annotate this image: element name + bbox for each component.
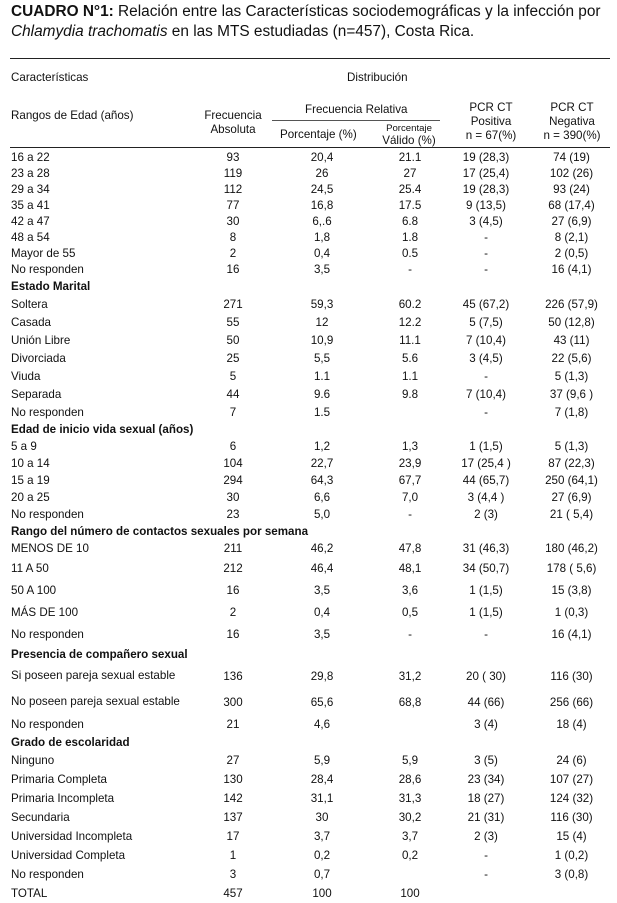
cell-label: No responden xyxy=(11,627,84,641)
cell-pct: 0,7 xyxy=(313,868,331,881)
cell-neg: 1 (0,3) xyxy=(554,605,589,619)
cell-valid: 23,9 xyxy=(398,457,422,470)
cell-neg: 2 (0,5) xyxy=(554,246,589,260)
cell-neg: 250 (64,1) xyxy=(545,474,598,487)
cell-pos xyxy=(446,884,526,903)
cell-label: MÁS DE 100 xyxy=(11,605,79,619)
cell-abs: 55 xyxy=(226,315,240,329)
cell-pos: - xyxy=(484,262,488,276)
table-row xyxy=(0,197,617,213)
cell-valid: 11.1 xyxy=(399,333,421,347)
cell-neg: 124 (32) xyxy=(549,792,594,805)
table-row xyxy=(0,245,617,261)
cell-valid: 30,2 xyxy=(398,811,422,824)
cell-neg: 15 (4) xyxy=(556,830,587,843)
cell-pct: 1.5 xyxy=(313,405,331,419)
cell-valid: 48,1 xyxy=(398,561,422,575)
cell-abs: 211 xyxy=(223,542,243,555)
cell-neg: 102 (26) xyxy=(549,166,594,180)
cell-pos: 2 (3) xyxy=(474,830,498,843)
cell-neg: 27 (6,9) xyxy=(551,491,592,504)
cell-label: 48 a 54 xyxy=(11,230,50,244)
cell-valid: 21.1 xyxy=(398,150,422,164)
cell-pct: 4,6 xyxy=(313,717,331,731)
cell-abs: 2 xyxy=(229,246,237,260)
table-row xyxy=(0,506,617,523)
cell-valid: - xyxy=(408,262,412,276)
cell-abs: 27 xyxy=(226,754,240,767)
header-pcr-pos-3: n = 67(%) xyxy=(465,129,517,142)
cell-label: 20 a 25 xyxy=(11,491,50,504)
cell-valid: 17.5 xyxy=(398,198,422,212)
cell-neg: 21 ( 5,4) xyxy=(549,508,594,521)
cell-pos: 1 (1,5) xyxy=(469,583,503,597)
cell-valid: 27 xyxy=(403,166,417,180)
caption-organism: Chlamydia trachomatis xyxy=(11,23,168,40)
table-row xyxy=(0,789,617,808)
header-porcentaje: Porcentaje (%) xyxy=(280,128,357,141)
table-body-wrap xyxy=(0,149,617,900)
cell-pos: 20 ( 30) xyxy=(466,669,506,683)
cell-neg: 256 (66) xyxy=(549,695,594,709)
cell-valid: 9.8 xyxy=(401,387,419,401)
cell-pct: 65,6 xyxy=(310,695,334,709)
cell-valid: 0,2 xyxy=(401,849,419,862)
cell-pct: 22,7 xyxy=(310,457,334,470)
caption-text: Relación entre las Características sociodemográficas y la infección por xyxy=(113,3,601,20)
header-distribucion: Distribución xyxy=(347,71,408,84)
top-rule xyxy=(10,58,610,59)
cell-label: 15 a 19 xyxy=(11,474,50,487)
cell-abs: 137 xyxy=(223,811,243,824)
table-row xyxy=(0,827,617,846)
cell-label: Si poseen pareja sexual estable xyxy=(11,669,176,682)
cell-label: No responden xyxy=(11,262,84,276)
cell-label: 16 a 22 xyxy=(11,150,50,164)
cell-label: 23 a 28 xyxy=(11,166,50,180)
cell-valid: 3,7 xyxy=(401,830,419,843)
table-row xyxy=(0,331,617,349)
cell-neg: 16 (4,1) xyxy=(551,262,592,276)
cell-pct: 1,2 xyxy=(313,440,331,453)
table-row xyxy=(0,181,617,197)
cell-neg: 22 (5,6) xyxy=(551,351,592,365)
cell-pct: 16,8 xyxy=(310,198,334,212)
cell-label: Casada xyxy=(11,315,51,329)
cell-pct: 46,2 xyxy=(310,542,334,555)
subheader-rule xyxy=(272,120,440,121)
header-porcentaje-valido-2: Válido (%) xyxy=(382,134,436,147)
section-title: Grado de escolaridad xyxy=(11,735,130,749)
cell-pos: 7 (10,4) xyxy=(466,387,506,401)
cell-abs: 457 xyxy=(223,887,243,900)
section-header-row xyxy=(0,523,617,540)
table-caption xyxy=(11,2,611,42)
header-pcr-neg-3: n = 390(%) xyxy=(543,129,601,142)
cell-pct: 3,7 xyxy=(313,830,331,843)
cell-neg: 93 (24) xyxy=(553,182,590,196)
section-title: Edad de inicio vida sexual (años) xyxy=(11,423,194,436)
table-row xyxy=(0,455,617,472)
cell-label: 35 a 41 xyxy=(11,198,50,212)
cell-abs: 17 xyxy=(226,830,240,843)
cell-label: Primaria Completa xyxy=(11,773,107,786)
cell-valid: 100 xyxy=(400,887,420,900)
cell-abs: 3 xyxy=(229,868,237,881)
table-row xyxy=(0,472,617,489)
table-row xyxy=(0,261,617,277)
cell-abs: 294 xyxy=(223,474,243,487)
table-row xyxy=(0,579,617,601)
cell-abs: 50 xyxy=(226,333,240,347)
cell-abs: 30 xyxy=(226,214,240,228)
table-row xyxy=(0,601,617,623)
cell-valid: 60.2 xyxy=(398,297,422,311)
cell-pos: 7 (10,4) xyxy=(466,333,506,347)
cell-pos: 1 (1,5) xyxy=(469,605,503,619)
table-row xyxy=(0,149,617,165)
cell-valid: 31,3 xyxy=(398,792,422,805)
cell-neg: 5 (1,3) xyxy=(554,440,589,453)
cell-pos: 9 (13,5) xyxy=(466,198,506,212)
cell-pos: 19 (28,3) xyxy=(462,182,510,196)
cell-label: 29 a 34 xyxy=(11,182,50,196)
cell-label: Soltera xyxy=(11,297,48,311)
cell-pct: 5,5 xyxy=(313,351,331,365)
header-porcentaje-valido-1: Porcentaje xyxy=(386,123,432,134)
cell-neg: 116 (30) xyxy=(550,669,593,683)
table-row xyxy=(0,349,617,367)
table-row xyxy=(0,438,617,455)
cell-pct: 5,0 xyxy=(313,508,331,521)
cell-valid: 5.6 xyxy=(401,351,419,365)
cell-pos: 1 (1,5) xyxy=(469,440,503,453)
cell-pct: 9.6 xyxy=(313,387,331,401)
table-row xyxy=(0,715,617,733)
cell-valid: 67,7 xyxy=(398,474,422,487)
table-row xyxy=(0,385,617,403)
cell-label: Separada xyxy=(11,387,62,401)
cell-pos: 44 (66) xyxy=(467,695,505,709)
cell-label: Unión Libre xyxy=(11,333,71,347)
cell-pct: 5,9 xyxy=(313,754,331,767)
cell-abs: 25 xyxy=(226,351,240,365)
table-row xyxy=(0,808,617,827)
cell-pct: 30 xyxy=(315,811,329,824)
cell-pct: 1,8 xyxy=(313,230,331,244)
cell-neg: 178 ( 5,6) xyxy=(546,561,597,575)
cell-label: Divorciada xyxy=(11,351,66,365)
cell-pos: 34 (50,7) xyxy=(462,561,510,575)
cell-pct: 24,5 xyxy=(310,182,334,196)
cell-pct: 3,5 xyxy=(313,627,331,641)
cell-pos: 45 (67,2) xyxy=(462,297,510,311)
table-row xyxy=(0,689,617,715)
cell-abs: 77 xyxy=(226,198,240,212)
cell-abs: 112 xyxy=(223,182,243,196)
cell-label: 50 A 100 xyxy=(11,583,57,597)
header-pcr-pos-1: PCR CT xyxy=(469,101,513,114)
cell-pos: - xyxy=(484,230,488,244)
cell-neg: 8 (2,1) xyxy=(554,230,589,244)
cell-abs: 136 xyxy=(223,669,243,683)
cell-label: 42 a 47 xyxy=(11,214,50,228)
cell-abs: 16 xyxy=(226,627,240,641)
cell-abs: 300 xyxy=(223,695,243,709)
cell-pos: 2 (3) xyxy=(474,508,498,521)
cell-valid: 31,2 xyxy=(398,669,422,683)
cell-pos: 44 (65,7) xyxy=(462,474,510,487)
cell-label: Primaria Incompleta xyxy=(11,792,115,805)
cell-abs: 16 xyxy=(226,262,240,276)
cell-pct: 0,2 xyxy=(313,849,331,862)
cell-valid: 0,5 xyxy=(401,605,419,619)
cell-abs: 130 xyxy=(223,773,243,786)
caption-text-end: en las MTS estudiadas (n=457), Costa Rica. xyxy=(167,23,475,40)
cell-pos: - xyxy=(484,369,488,383)
cell-pos: 17 (25,4) xyxy=(462,166,510,180)
header-frecuencia-relativa: Frecuencia Relativa xyxy=(305,103,408,116)
cell-neg: 226 (57,9) xyxy=(545,297,598,311)
cell-pct: 3,5 xyxy=(313,262,331,276)
cell-pct: 0,4 xyxy=(313,246,331,260)
cell-neg: 37 (9,6 ) xyxy=(549,387,594,401)
section-title: Presencia de compañero sexual xyxy=(11,647,188,661)
cell-neg: 15 (3,8) xyxy=(551,583,592,597)
table-row xyxy=(0,313,617,331)
cell-abs: 30 xyxy=(226,491,240,504)
section-header-row xyxy=(0,733,617,751)
table-row xyxy=(0,557,617,579)
cell-pos: 17 (25,4 ) xyxy=(461,457,511,470)
cell-pct: 12 xyxy=(315,315,329,329)
cell-neg: 18 (4) xyxy=(556,717,587,731)
cell-pct: 20,4 xyxy=(310,150,334,164)
cell-label: 10 a 14 xyxy=(11,457,50,470)
section-header-row xyxy=(0,277,617,295)
cell-pct: 6,6 xyxy=(313,491,331,504)
cell-valid: 1.1 xyxy=(401,369,419,383)
cell-abs: 44 xyxy=(226,387,240,401)
cell-pos: 3 (4,5) xyxy=(469,214,503,228)
cell-neg: 3 (0,8) xyxy=(554,868,589,881)
caption-label: CUADRO N°1: xyxy=(11,3,114,20)
cell-valid: 12.2 xyxy=(398,315,422,329)
cell-abs: 142 xyxy=(223,792,243,805)
cell-abs: 2 xyxy=(229,605,237,619)
cell-label: No responden xyxy=(11,508,84,521)
header-pcr-neg-2: Negativa xyxy=(549,115,595,128)
cell-neg: 1 (0,2) xyxy=(554,849,589,862)
cell-pos: - xyxy=(484,868,488,881)
cell-valid: 6.8 xyxy=(401,214,419,228)
cell-pct: 64,3 xyxy=(310,474,334,487)
header-pcr-neg-1: PCR CT xyxy=(550,101,594,114)
cell-valid: 5,9 xyxy=(401,754,419,767)
table-row xyxy=(0,623,617,645)
cell-neg: 5 (1,3) xyxy=(554,369,589,383)
cell-neg: 43 (11) xyxy=(553,333,590,347)
cell-abs: 8 xyxy=(229,230,237,244)
cell-pos: 3 (4,4 ) xyxy=(467,491,505,504)
cell-neg: 16 (4,1) xyxy=(551,627,592,641)
cell-label: Universidad Completa xyxy=(11,849,126,862)
cell-valid xyxy=(374,403,446,421)
cell-abs: 21 xyxy=(226,717,240,731)
table-row xyxy=(0,770,617,789)
cell-pct: 1.1 xyxy=(313,369,331,383)
cell-abs: 6 xyxy=(229,440,237,453)
cell-valid: - xyxy=(408,508,412,521)
cell-label: No responden xyxy=(11,405,84,419)
cell-valid: 28,6 xyxy=(398,773,422,786)
table-row xyxy=(0,213,617,229)
cell-neg: 180 (46,2) xyxy=(545,542,598,555)
cell-label: Viuda xyxy=(11,369,41,383)
table-row xyxy=(0,403,617,421)
header-caracteristicas: Características xyxy=(11,71,89,84)
cell-neg: 24 (6) xyxy=(556,754,587,767)
section-title: Estado Marital xyxy=(11,279,91,293)
cell-label: No poseen pareja sexual estable xyxy=(11,695,180,708)
header-pcr-pos-2: Positiva xyxy=(470,115,512,128)
table-row xyxy=(0,884,617,903)
cell-abs: 1 xyxy=(229,849,237,862)
cell-abs: 7 xyxy=(229,405,237,419)
cell-valid: 0.5 xyxy=(401,246,419,260)
cell-pos: 21 (31) xyxy=(467,811,505,824)
cell-pos: 18 (27) xyxy=(467,792,505,805)
cell-pct: 10,9 xyxy=(310,333,334,347)
table-row xyxy=(0,295,617,313)
table-row xyxy=(0,489,617,506)
cell-neg: 27 (6,9) xyxy=(551,214,592,228)
table-row xyxy=(0,367,617,385)
cell-valid: 47,8 xyxy=(398,542,422,555)
cell-pct: 28,4 xyxy=(310,773,334,786)
section-header-row xyxy=(0,645,617,663)
section-header-row xyxy=(0,421,617,438)
header-rangos-edad: Rangos de Edad (años) xyxy=(11,109,134,122)
cell-valid xyxy=(374,865,446,884)
cell-pct: 26 xyxy=(315,166,329,180)
cell-neg: 50 (12,8) xyxy=(548,315,595,329)
cell-label: 11 A 50 xyxy=(11,561,49,575)
cell-pos: - xyxy=(484,627,488,641)
cell-label: Mayor de 55 xyxy=(11,246,76,260)
cell-pos: - xyxy=(484,849,488,862)
cell-valid xyxy=(374,715,446,733)
cell-pct: 100 xyxy=(312,887,332,900)
cell-neg: 87 (22,3) xyxy=(548,457,595,470)
cell-neg: 68 (17,4) xyxy=(548,198,595,212)
cell-label: Secundaria xyxy=(11,811,70,824)
cell-valid: 25.4 xyxy=(398,182,422,196)
cell-abs: 271 xyxy=(223,297,243,311)
cell-pct: 6,.6 xyxy=(312,214,332,228)
cell-abs: 104 xyxy=(223,457,243,470)
table-row xyxy=(0,540,617,557)
cell-valid: 68,8 xyxy=(398,695,422,709)
cell-label: Universidad Incompleta xyxy=(11,830,133,843)
table-row xyxy=(0,165,617,181)
cell-label: No responden xyxy=(11,868,84,881)
cell-abs: 93 xyxy=(226,150,240,164)
cell-abs: 16 xyxy=(226,583,240,597)
cell-pos: 23 (34) xyxy=(467,773,505,786)
cell-pct: 31,1 xyxy=(310,792,334,805)
cell-valid: - xyxy=(408,627,412,641)
cell-pct: 0,4 xyxy=(313,605,331,619)
table-row xyxy=(0,865,617,884)
cell-abs: 119 xyxy=(223,166,243,180)
cell-pos: 3 (4,5) xyxy=(469,351,503,365)
cell-label: Ninguno xyxy=(11,754,55,767)
cell-pct: 46,4 xyxy=(310,561,334,575)
table-row xyxy=(0,229,617,245)
cell-valid: 1.8 xyxy=(401,230,419,244)
table-row xyxy=(0,846,617,865)
cell-pos: - xyxy=(484,405,488,419)
cell-neg: 74 (19) xyxy=(553,150,590,164)
cell-neg: 107 (27) xyxy=(549,773,594,786)
table-row xyxy=(0,751,617,770)
cell-pos: - xyxy=(484,246,488,260)
cell-label: No responden xyxy=(11,717,84,731)
cell-valid: 3,6 xyxy=(401,583,419,597)
section-title: Rango del número de contactos sexuales por semana xyxy=(11,525,309,538)
cell-abs: 5 xyxy=(229,369,237,383)
table-row xyxy=(0,663,617,689)
cell-label: MENOS DE 10 xyxy=(11,542,89,555)
cell-neg: 116 (30) xyxy=(550,811,593,824)
cell-label: 5 a 9 xyxy=(11,440,37,453)
cell-valid: 1,3 xyxy=(401,440,419,453)
data-table xyxy=(0,149,617,903)
header-bottom-rule xyxy=(10,147,610,148)
cell-pos: 3 (5) xyxy=(474,754,498,767)
cell-abs: 212 xyxy=(223,561,243,575)
cell-pct: 3,5 xyxy=(313,583,331,597)
cell-pos: 19 (28,3) xyxy=(462,150,510,164)
cell-label: TOTAL xyxy=(11,887,48,900)
cell-valid: 7,0 xyxy=(401,491,419,504)
cell-pct: 29,8 xyxy=(310,669,334,683)
cell-neg: 7 (1,8) xyxy=(554,405,589,419)
cell-pct: 59,3 xyxy=(310,297,334,311)
cell-pos: 3 (4) xyxy=(474,717,498,731)
cell-pos: 31 (46,3) xyxy=(462,542,510,555)
header-frecuencia-absoluta: Frecuencia Absoluta xyxy=(204,109,262,136)
cell-abs: 23 xyxy=(226,508,240,521)
cell-pos: 5 (7,5) xyxy=(469,315,503,329)
cell-neg xyxy=(526,884,617,903)
